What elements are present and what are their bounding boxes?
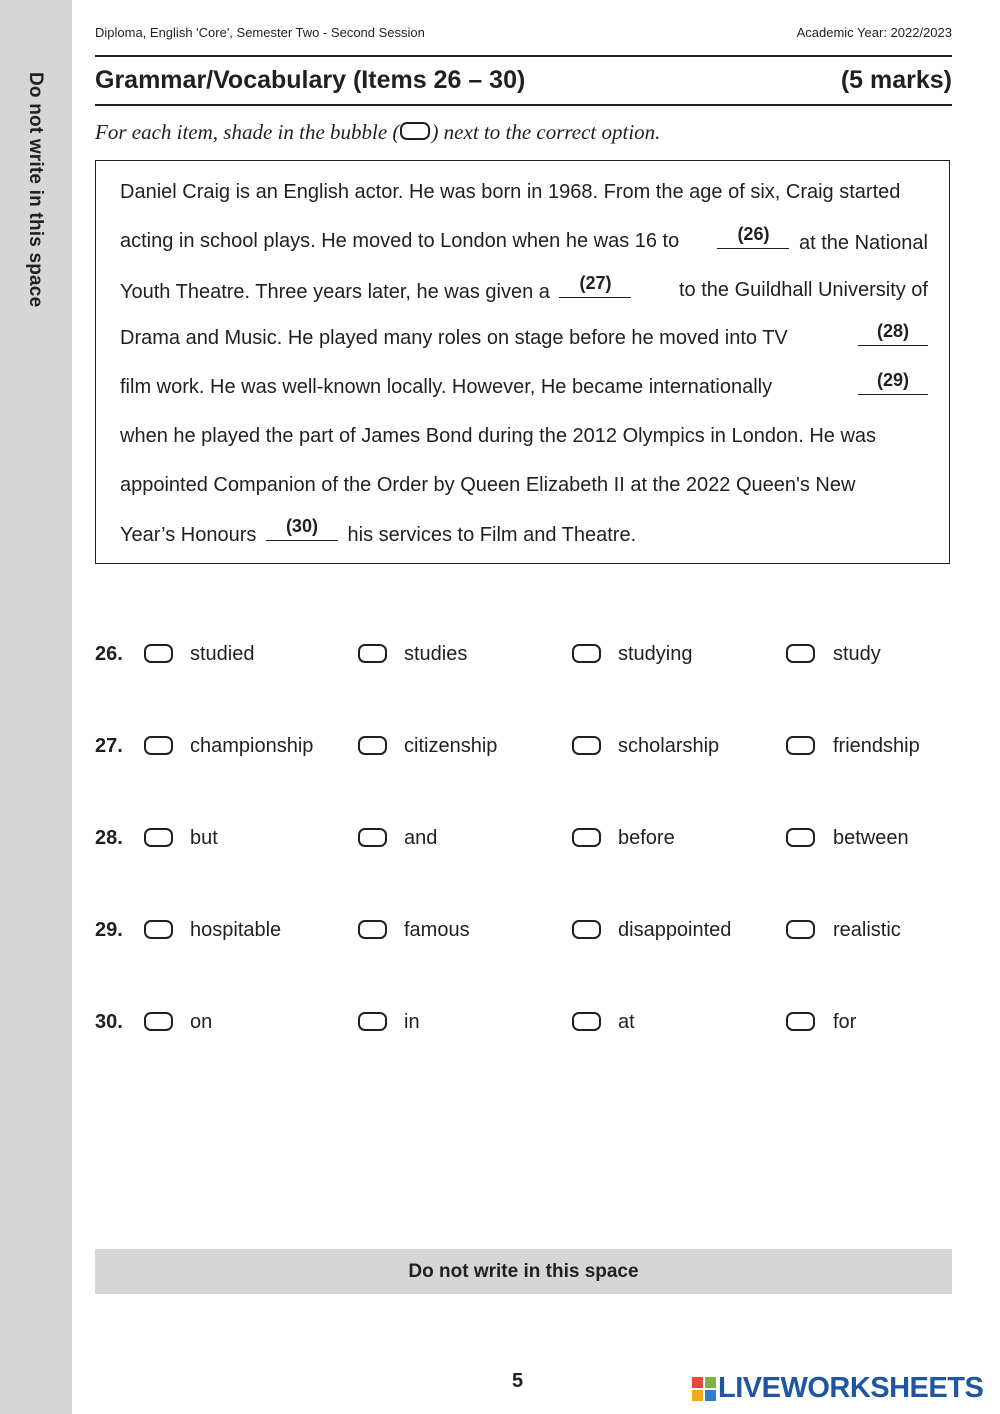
page-number: 5: [512, 1370, 524, 1392]
footer-no-write-bar: Do not write in this space: [95, 1249, 952, 1294]
section-marks: (5 marks): [840, 66, 952, 94]
q26-option-a[interactable]: studied: [190, 643, 255, 665]
q27-option-c-bubble[interactable]: [572, 736, 601, 755]
q28-option-a[interactable]: but: [190, 827, 218, 849]
header-divider: [95, 55, 952, 57]
q26-option-a-bubble[interactable]: [144, 644, 173, 663]
blank-26-label: (26): [737, 224, 770, 244]
q29-option-d-bubble[interactable]: [786, 920, 815, 939]
passage-line-5: [120, 370, 928, 399]
passage-line-2: [120, 224, 928, 255]
q29-option-a-bubble[interactable]: [144, 920, 173, 939]
question-30-number: 30.: [95, 1011, 123, 1033]
side-margin-label: Do not write in this space: [25, 72, 46, 308]
blank-28: [858, 321, 928, 346]
passage-line-8: [120, 516, 928, 547]
q29-option-b-bubble[interactable]: [358, 920, 387, 939]
blank-group: [713, 224, 928, 255]
passage-line-3: [120, 273, 928, 304]
passage-text: Youth Theatre. Three years later, he was given a: [120, 281, 550, 303]
logo-square-red: [692, 1377, 703, 1388]
passage-line-4: [120, 321, 928, 350]
passage-text: Daniel Craig is an English actor. He was born in 1968. From the age of six, Craig started: [120, 181, 901, 203]
q28-option-a-bubble[interactable]: [144, 828, 173, 847]
question-29-number: 29.: [95, 919, 123, 941]
q28-option-c-bubble[interactable]: [572, 828, 601, 847]
passage-box: [95, 160, 950, 564]
instruction-before: For each item, shade in the bubble (: [95, 120, 400, 144]
q27-option-b-bubble[interactable]: [358, 736, 387, 755]
q30-option-c[interactable]: at: [618, 1011, 635, 1033]
q29-option-b[interactable]: famous: [404, 919, 470, 941]
header-course: Diploma, English 'Core', Semester Two - Second Session: [95, 25, 425, 40]
passage-text: his services to Film and Theatre.: [347, 524, 637, 546]
passage-text: film work. He was well-known locally. However, He became internationally: [120, 376, 773, 398]
logo-square-orange: [692, 1390, 703, 1401]
q30-option-b[interactable]: in: [404, 1011, 420, 1033]
q29-option-c-bubble[interactable]: [572, 920, 601, 939]
passage-text: Drama and Music. He played many roles on stage before he moved into TV: [120, 327, 788, 349]
section-title: Grammar/Vocabulary (Items 26 – 30): [95, 66, 526, 94]
blank-28-label: (28): [876, 321, 909, 341]
q27-option-d-bubble[interactable]: [786, 736, 815, 755]
blank-29: [858, 370, 928, 395]
q26-option-d[interactable]: study: [833, 643, 881, 665]
q26-option-b-bubble[interactable]: [358, 644, 387, 663]
q30-option-c-bubble[interactable]: [572, 1012, 601, 1031]
instruction: [95, 120, 660, 145]
q27-option-d[interactable]: friendship: [833, 735, 920, 757]
liveworksheets-logo: [692, 1372, 983, 1405]
q30-option-d[interactable]: for: [833, 1011, 857, 1033]
bubble-example-icon: [400, 122, 430, 140]
q28-option-b-bubble[interactable]: [358, 828, 387, 847]
q27-option-a[interactable]: championship: [190, 735, 314, 757]
q30-option-a-bubble[interactable]: [144, 1012, 173, 1031]
blank-30: [266, 516, 338, 541]
q29-option-a[interactable]: hospitable: [190, 919, 282, 941]
q28-option-c[interactable]: before: [618, 827, 675, 849]
q26-option-d-bubble[interactable]: [786, 644, 815, 663]
question-28-number: 28.: [95, 827, 123, 849]
blank-group: [120, 273, 635, 304]
q28-option-d-bubble[interactable]: [786, 828, 815, 847]
question-26-number: 26.: [95, 643, 123, 665]
passage-text: acting in school plays. He moved to London when he was 16 to: [120, 230, 680, 252]
passage-text: appointed Companion of the Order by Queen Elizabeth II at the 2022 Queen's New: [120, 474, 856, 496]
q29-option-d[interactable]: realistic: [833, 919, 901, 941]
q30-option-a[interactable]: on: [190, 1011, 213, 1033]
q27-option-c[interactable]: scholarship: [618, 735, 720, 757]
logo-square-green: [705, 1377, 716, 1388]
q26-option-c[interactable]: studying: [618, 643, 693, 665]
blank-27-label: (27): [579, 273, 612, 293]
blank-29-label: (29): [876, 370, 909, 390]
q28-option-d[interactable]: between: [833, 827, 909, 849]
liveworksheets-icon: [692, 1377, 716, 1401]
passage-text: Year’s Honours: [120, 524, 257, 546]
q30-option-b-bubble[interactable]: [358, 1012, 387, 1031]
blank-26: [717, 224, 789, 249]
q27-option-b[interactable]: citizenship: [404, 735, 498, 757]
passage-line-1: [120, 181, 928, 204]
q26-option-b[interactable]: studies: [404, 643, 468, 665]
passage-text: when he played the part of James Bond during the 2012 Olympics in London. He was: [120, 425, 877, 447]
q26-option-c-bubble[interactable]: [572, 644, 601, 663]
q29-option-c[interactable]: disappointed: [618, 919, 732, 941]
title-divider: [95, 104, 952, 106]
brand-name: LIVEWORKSHEETS: [718, 1372, 984, 1404]
blank-27: [559, 273, 631, 298]
q27-option-a-bubble[interactable]: [144, 736, 173, 755]
passage-text: at the National: [799, 232, 928, 254]
instruction-after: ) next to the correct option.: [431, 120, 661, 144]
passage-line-6: [120, 425, 928, 448]
logo-square-blue: [705, 1390, 716, 1401]
blank-30-label: (30): [285, 516, 318, 536]
question-27-number: 27.: [95, 735, 123, 757]
q30-option-d-bubble[interactable]: [786, 1012, 815, 1031]
passage-text: to the Guildhall University of: [678, 279, 928, 301]
passage-line-7: [120, 474, 928, 497]
header-academic-year: Academic Year: 2022/2023: [796, 25, 952, 40]
q28-option-b[interactable]: and: [404, 827, 438, 849]
